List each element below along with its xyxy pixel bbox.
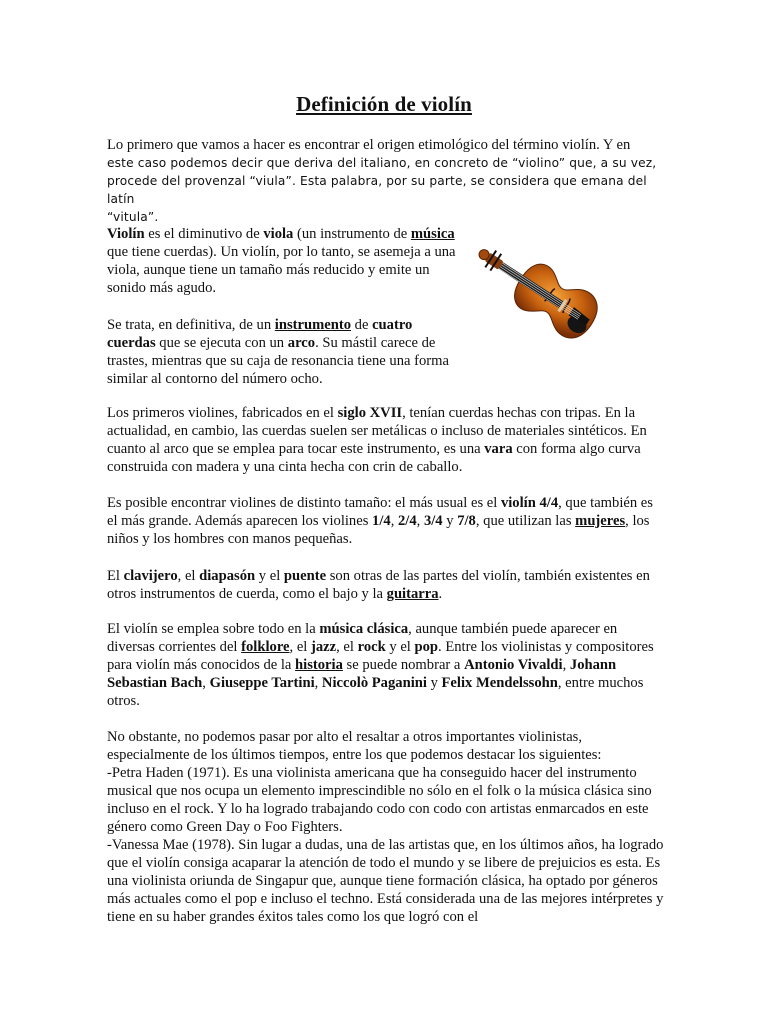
text-run: y el bbox=[385, 639, 415, 655]
text-run: , que también es el más grande. Además aparecen los violines bbox=[107, 495, 653, 529]
text-vanessa-mae: -Vanessa Mae (1978). Sin lugar a dudas, una de las artistas que, en los últimos años, ha logrado que el violín consiga acaparar la atención de todo el mundo y se libere de prejuicios es esta. Es una violinista oriunda de Singapur que, aunque tiene formación clásica, ha optado por géneros más actuales como el pop e incluso el techno. Está considerada una de las mejores intérpretes y tiene en su haber grandes éxitos tales como los que logró con el bbox=[107, 837, 664, 925]
paragraph-genres bbox=[107, 620, 667, 710]
text-run: es el diminutivo de bbox=[144, 226, 264, 242]
term-cuatro-cuerdas: cuatro cuerdas bbox=[107, 317, 413, 351]
text-run: se puede nombrar a bbox=[342, 657, 465, 673]
text-run: y bbox=[426, 675, 442, 691]
text-run: que tiene cuerdas). Un violín, por lo tanto, se asemeja a una viola, aunque tiene un tamaño más reducido y emite un sonido más agudo. bbox=[107, 244, 456, 296]
term-siglo-xvii: siglo XVII bbox=[337, 405, 403, 421]
text-run: , entre muchos otros. bbox=[107, 675, 644, 709]
paragraph-violin-definition bbox=[107, 225, 459, 297]
intro-line-2: este caso podemos decir que deriva del italiano, en concreto de “violino” que, a su vez, bbox=[107, 156, 657, 170]
term-jazz: jazz bbox=[311, 639, 337, 655]
text-run: que se ejecuta con un bbox=[155, 335, 288, 351]
term-3-4: 3/4 bbox=[423, 513, 443, 529]
term-violin-4-4: violín 4/4 bbox=[500, 495, 559, 511]
text-run: , tenían cuerdas hechas con tripas. En la actualidad, en cambio, las cuerdas suelen ser metálicas o incluso de materiales sintéticos. En cuanto al arco que se emplea para tocar este instrumento, es una bbox=[107, 405, 647, 457]
term-diapason: diapasón bbox=[199, 568, 256, 584]
text-run: y bbox=[442, 513, 458, 529]
text-run: El bbox=[107, 568, 124, 584]
intro-line-4: “vitula”. bbox=[107, 210, 159, 224]
term-clavijero: clavijero bbox=[123, 568, 178, 584]
term-viola: viola bbox=[263, 226, 294, 242]
intro-paragraph bbox=[107, 136, 667, 226]
paragraph-instrument-description bbox=[107, 316, 459, 388]
term-arco: arco bbox=[287, 335, 316, 351]
text-run: , bbox=[562, 657, 570, 673]
text-run: Es posible encontrar violines de distinto tamaño: el más usual es el bbox=[107, 495, 501, 511]
name-bach: Johann Sebastian Bach bbox=[107, 657, 617, 691]
text-run: No obstante, no podemos pasar por alto el resaltar a otros importantes violinistas, especialmente de los últimos tiempos, entre los que podemos destacar los siguientes: bbox=[107, 729, 602, 763]
text-run: (un instrumento de bbox=[293, 226, 411, 242]
page-title: Definición de violín bbox=[296, 92, 472, 116]
text-run: , bbox=[390, 513, 398, 529]
text-run: con forma algo curva construida con madera y una cinta hecha con crin de caballo. bbox=[107, 441, 641, 475]
text-run: . Su mástil carece de trastes, mientras que su caja de resonancia tiene una forma similar al contorno del número ocho. bbox=[107, 335, 449, 387]
link-historia[interactable]: historia bbox=[295, 657, 343, 673]
text-petra-haden: -Petra Haden (1971). Es una violinista americana que ha conseguido hacer del instrumento musical que nos ocupa un elemento imprescindible no sólo en el folk o la música clásica sino incluso en el rock. Y lo ha logrado trabajando codo con codo con artistas enmarcados en este género como Green Day o Foo Fighters. bbox=[107, 765, 652, 835]
paragraph-parts bbox=[107, 567, 667, 603]
text-run: de bbox=[351, 317, 373, 333]
link-instrumento[interactable]: instrumento bbox=[274, 317, 351, 333]
term-rock: rock bbox=[357, 639, 386, 655]
text-run: . Entre los violinistas y compositores para violín más conocidos de la bbox=[107, 639, 654, 673]
term-vara: vara bbox=[484, 441, 513, 457]
text-run: , bbox=[202, 675, 210, 691]
name-vivaldi: Antonio Vivaldi bbox=[464, 657, 563, 673]
text-run: . bbox=[438, 586, 443, 602]
text-run: , aunque también puede aparecer en diversas corrientes del bbox=[107, 621, 618, 655]
name-paganini: Niccolò Paganini bbox=[321, 675, 427, 691]
text-run: y el bbox=[255, 568, 284, 584]
name-mendelssohn: Felix Mendelssohn bbox=[441, 675, 558, 691]
term-puente: puente bbox=[283, 568, 327, 584]
intro-line-3: procede del provenzal “viula”. Esta palabra, por su parte, se considera que emana del latín bbox=[107, 174, 647, 206]
paragraph-modern-violinists bbox=[107, 728, 667, 926]
violin-icon bbox=[474, 240, 640, 365]
name-tartini: Giuseppe Tartini bbox=[209, 675, 315, 691]
text-run: El violín se emplea sobre todo en la bbox=[107, 621, 320, 637]
text-run: Se trata, en definitiva, de un bbox=[107, 317, 275, 333]
term-7-8: 7/8 bbox=[457, 513, 476, 529]
violin-image bbox=[474, 240, 640, 365]
text-run: , bbox=[314, 675, 322, 691]
text-run: Los primeros violines, fabricados en el bbox=[107, 405, 338, 421]
link-folklore[interactable]: folklore bbox=[241, 639, 290, 655]
text-run: , el bbox=[289, 639, 311, 655]
term-pop: pop bbox=[414, 639, 439, 655]
text-run: , el bbox=[177, 568, 200, 584]
text-run: son otras de las partes del violín, también existentes en otros instrumentos de cuerda, como el bajo y la bbox=[107, 568, 650, 602]
paragraph-sizes bbox=[107, 494, 667, 548]
text-run: , bbox=[416, 513, 424, 529]
term-2-4: 2/4 bbox=[398, 513, 417, 529]
text-run: , el bbox=[336, 639, 358, 655]
text-run: , que utilizan las bbox=[475, 513, 576, 529]
term-1-4: 1/4 bbox=[372, 513, 391, 529]
link-mujeres[interactable]: mujeres bbox=[575, 513, 626, 529]
link-guitarra[interactable]: guitarra bbox=[386, 586, 439, 602]
term-violin: Violín bbox=[107, 226, 145, 242]
link-musica[interactable]: música bbox=[410, 226, 455, 242]
text-run: , los niños y los hombres con manos pequeñas. bbox=[107, 513, 650, 547]
paragraph-history bbox=[107, 404, 667, 476]
term-musica-clasica: música clásica bbox=[319, 621, 409, 637]
intro-line-1: Lo primero que vamos a hacer es encontrar el origen etimológico del término violín. Y en bbox=[107, 137, 631, 153]
